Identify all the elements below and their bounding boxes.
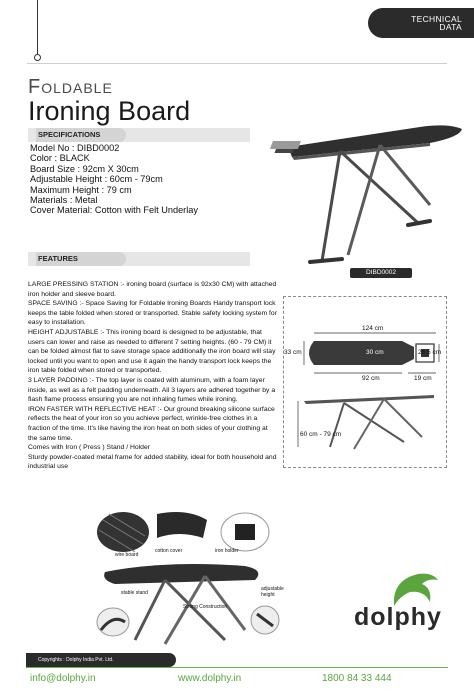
feature-paragraph: LARGE PRESSING STATION :- ironing board (surface is 92x30 CM) with attached iron holder and sleeve board. bbox=[28, 281, 277, 298]
dim-length: 124 cm bbox=[362, 325, 384, 332]
dim-board-length: 92 cm bbox=[362, 375, 380, 382]
tab-line2: DATA bbox=[439, 22, 462, 32]
technical-data-tab bbox=[368, 8, 474, 38]
guide-line bbox=[37, 0, 38, 56]
footer-divider bbox=[26, 667, 448, 668]
specs-list bbox=[30, 143, 198, 216]
dim-height: 60 cm - 79 cm bbox=[300, 431, 342, 438]
ironing-board-product-image bbox=[270, 105, 470, 270]
feature-paragraph: HEIGHT ADJUSTABLE :- This ironing board is designed to be adjustable, that users can lower and raise as needed to different 7 setting heights. (60 - 79 CM) it can be folded almost flat to save storage space additionally the iron board will stay locked until you want to open and use it again the handy transport lock keeps the iron table folded when stored or transported. bbox=[28, 328, 276, 375]
features-list bbox=[28, 280, 278, 472]
label-wire-board: wire board bbox=[115, 552, 139, 558]
dolphy-logo: dolphy bbox=[354, 603, 442, 631]
spec-line: Cover Material: Cotton with Felt Underlay bbox=[30, 205, 198, 216]
features-bar bbox=[28, 252, 250, 266]
label-stable-stand: stable stand bbox=[121, 590, 148, 596]
title-ironing-board: Ironing Board bbox=[28, 96, 191, 126]
component-photo-collage bbox=[95, 510, 285, 650]
dimension-drawing bbox=[284, 297, 448, 469]
spec-line: Adjustable Height : 60cm - 79cm bbox=[30, 174, 163, 185]
label-iron-holder: iron holder bbox=[215, 548, 239, 554]
dim-width-left: 33 cm bbox=[284, 349, 302, 356]
specifications-bar bbox=[28, 128, 250, 142]
feature-paragraph: Comes with Iron ( Press ) Stand / Holder bbox=[28, 444, 151, 452]
footer-website[interactable]: www.dolphy.in bbox=[178, 673, 242, 684]
spec-line: Maximum Height : 79 cm bbox=[30, 184, 132, 195]
feature-paragraph: IRON FASTER WITH REFLECTIVE HEAT :- Our ground breaking silicone surface reflects the heat of your iron so you achieve perfect, wrinkle-free clothes in a fraction of the time. It's like having the iron heat on both sides of your clothing at the same time. bbox=[28, 405, 275, 442]
dim-width-right: 26.5 cm bbox=[418, 349, 442, 356]
dim-width-mid: 30 cm bbox=[366, 349, 384, 356]
label-strong-construction: Strong Construction bbox=[183, 604, 228, 610]
label-cotton-cover: cotton cover bbox=[155, 548, 183, 554]
dimensions-panel bbox=[283, 296, 447, 468]
copyright-band: Copyrights : Dolphy India Pvt. Ltd. bbox=[26, 653, 176, 667]
feature-paragraph: 3 LAYER PADDING :- The top layer is coated with aluminum, with a foam layer inside, as well as a felt padding underneath. All 3 layers are adhered together by a flash flame process ensuring you are not inhaling fumes while ironing. bbox=[28, 376, 276, 404]
features-heading: FEATURES bbox=[36, 252, 126, 266]
spec-line: Model No : DIBD0002 bbox=[30, 143, 120, 153]
guide-dot bbox=[34, 54, 41, 61]
spec-line: Materials : Metal bbox=[30, 195, 98, 206]
specifications-heading: SPECIFICATIONS bbox=[36, 128, 126, 142]
component-photos bbox=[95, 510, 285, 655]
feature-paragraph: Sturdy powder-coated metal frame for added stability, ideal for both household and industrial use bbox=[28, 453, 277, 471]
dim-holder-length: 19 cm bbox=[414, 375, 432, 382]
label-adjustable-height: adjustable height bbox=[261, 586, 284, 598]
footer-email[interactable]: info@dolphy.in bbox=[30, 673, 96, 684]
product-model-tag: DIBD0002 bbox=[350, 268, 412, 278]
feature-paragraph: SPACE SAVING :- Space Saving for Foldable Ironing Boards Handy transport lock keeps the table folded when stored or transported. Stable safety locking system for easy to installation. bbox=[28, 300, 277, 327]
spec-line: Board Size : 92cm X 30cm bbox=[30, 163, 139, 174]
spec-line: Color : BLACK bbox=[30, 153, 90, 164]
title-foldable: Foldable bbox=[28, 76, 113, 98]
top-divider bbox=[27, 63, 447, 64]
footer-phone[interactable]: 1800 84 33 444 bbox=[322, 673, 392, 684]
tab-line1: TECHNICAL bbox=[411, 14, 462, 24]
